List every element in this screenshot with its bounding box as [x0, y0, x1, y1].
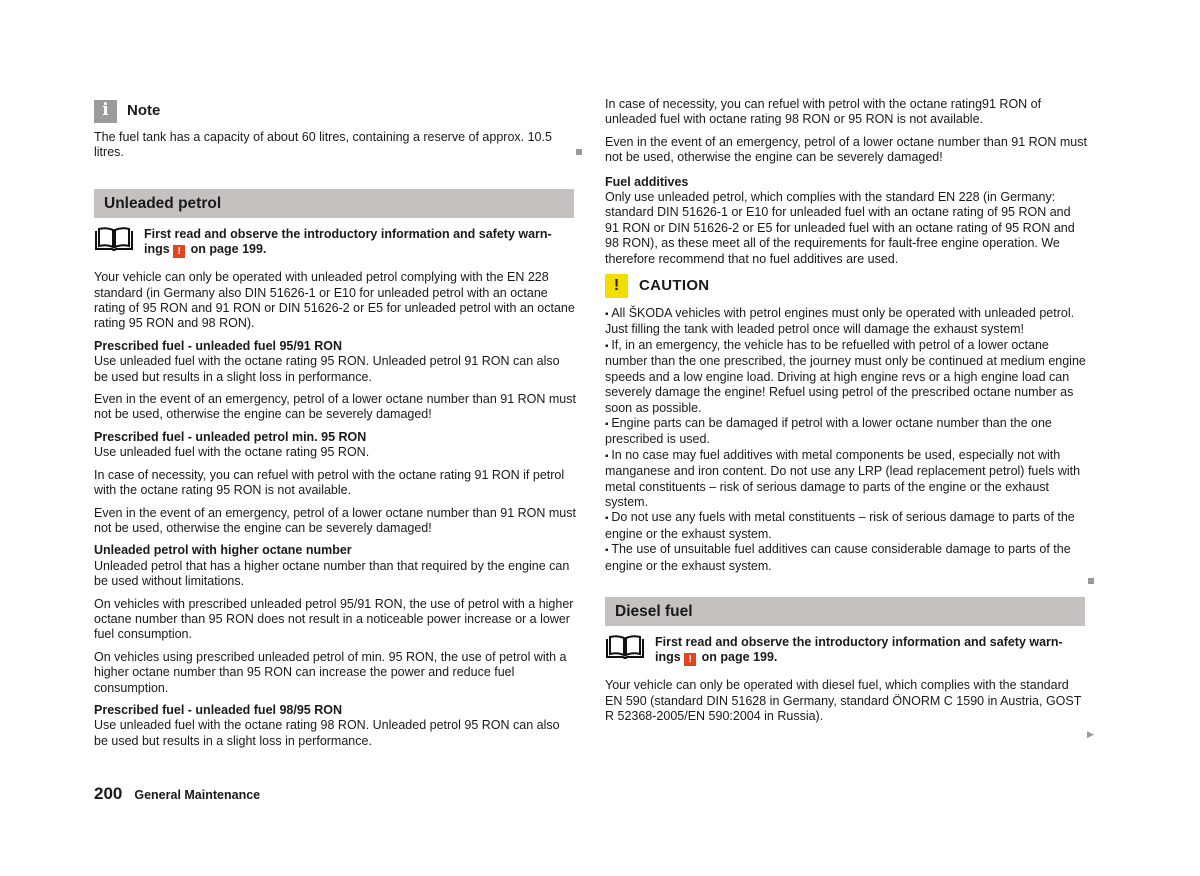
paragraph-95-91-warning: Even in the event of an emergency, petrol of a lower octane number than 91 RON must not be used, otherwise the engine can be severely damaged! [94, 392, 576, 422]
caution-item: ▪ Engine parts can be damaged if petrol with a lower octane number than the one prescribed is used. [605, 416, 1087, 448]
right-column [605, 97, 1087, 732]
read-first-text: First read and observe the introductory information and safety warn-ings [144, 226, 552, 257]
warning-icon: ! [173, 245, 185, 258]
subheading-98-95: Prescribed fuel - unleaded fuel 98/95 RON [94, 702, 342, 717]
subheading-min-95: Prescribed fuel - unleaded petrol min. 95 RON [94, 429, 367, 444]
paragraph-min-95: Use unleaded fuel with the octane rating 95 RON. [94, 445, 370, 460]
caution-item: ▪ The use of unsuitable fuel additives can cause considerable damage to parts of the engine or the exhaust system. [605, 542, 1087, 574]
read-first-page-link[interactable]: on page 199. [701, 650, 778, 665]
caution-title: CAUTION [639, 277, 710, 295]
subheading-fuel-additives: Fuel additives [605, 174, 689, 189]
caution-item: ▪ All ŠKODA vehicles with petrol engines must only be operated with unleaded petrol. Just filling the tank with leaded petrol once will damage the exhaust system! [605, 306, 1087, 338]
paragraph-higher-octane-95-91: On vehicles with prescribed unleaded petrol 95/91 RON, the use of petrol with a higher octane number than 95 RON does not result in a noticeable power increase or a lower fuel consumption. [94, 596, 574, 642]
diesel-intro: Your vehicle can only be operated with diesel fuel, which complies with the standard EN 590 (standard DIN 51628 in Germany, standard ÖNORM C 1590 in Austria, GOST R 52368-2005/EN 590:2004 in Russia). [605, 678, 1082, 724]
paragraph-95-91: Use unleaded fuel with the octane rating 95 RON. Unleaded petrol 91 RON can also be used but results in a slight loss in performance. [94, 354, 560, 384]
book-icon [605, 634, 645, 660]
info-icon: i [94, 100, 117, 123]
warning-icon: ! [684, 653, 696, 666]
caution-item: ▪ In no case may fuel additives with metal components be used, especially not with manganese and iron content. Do not use any LRP (lead replacement petrol) fuels with metal constituents – risk of serious damage to parts of the engine or the exhaust system. [605, 448, 1087, 511]
note-header [94, 98, 576, 124]
note-text: The fuel tank has a capacity of about 60 litres, containing a reserve of approx. 10.5 litres. [94, 130, 552, 160]
section-end-mark [1088, 578, 1094, 584]
paragraph-min-95-warning: Even in the event of an emergency, petrol of a lower octane number than 91 RON must not be used, otherwise the engine can be severely damaged! [94, 505, 576, 535]
section-end-mark [576, 149, 582, 155]
caution-item: ▪ Do not use any fuels with metal constituents – risk of serious damage to parts of the engine or the exhaust system. [605, 510, 1087, 542]
paragraph-necessity: In case of necessity, you can refuel with petrol with the octane rating91 RON of unleaded fuel with octane rating 98 RON or 95 RON is not available. [605, 97, 1042, 127]
paragraph-emergency: Even in the event of an emergency, petrol of a lower octane number than 91 RON must not be used, otherwise the engine can be severely damaged! [605, 134, 1087, 165]
page-footer [94, 786, 260, 803]
note-title: Note [127, 102, 161, 120]
section-heading-diesel: Diesel fuel [605, 597, 1085, 626]
paragraph-98-95: Use unleaded fuel with the octane rating 98 RON. Unleaded petrol 95 RON can also be used but results in a slight loss in performance. [94, 718, 560, 748]
exclamation-icon: ! [605, 274, 628, 298]
chapter-title: General Maintenance [134, 788, 261, 802]
subheading-95-91: Prescribed fuel - unleaded fuel 95/91 RON [94, 338, 342, 353]
book-icon [94, 226, 134, 252]
continue-arrow-icon: ▶ [1087, 729, 1094, 739]
left-column [94, 96, 576, 756]
section-heading-unleaded: Unleaded petrol [94, 189, 574, 218]
page-number: 200 [94, 784, 123, 803]
read-first-page-link[interactable]: on page 199. [190, 242, 267, 257]
subheading-higher-octane: Unleaded petrol with higher octane number [94, 543, 352, 558]
paragraph-higher-octane: Unleaded petrol that has a higher octane number than that required by the engine can be used without limitations. [94, 558, 570, 589]
read-first-notice-diesel [605, 635, 1087, 666]
read-first-notice [94, 227, 576, 258]
paragraph-higher-octane-min-95: On vehicles using prescribed unleaded petrol of min. 95 RON, the use of petrol with a higher octane number than 95 RON can increase the power and reduce fuel consumption. [94, 649, 567, 695]
paragraph-fuel-additives: Only use unleaded petrol, which complies with the standard EN 228 (in Germany: standard DIN 51626-1 or E10 for unleaded fuel with an octane rating of 95 RON and 91 RON or DIN 51626-2 or E5 for unleaded fuel with an octane rating of 95 RON and 98 RON), as these meet all of the requirements for fault-free engine operation. We therefore recommend that no fuel additives are used. [605, 190, 1075, 266]
caution-list [605, 306, 1087, 574]
caution-item: ▪ If, in an emergency, the vehicle has to be refuelled with petrol of a lower octane number than the one prescribed, the journey must only be continued at medium engine speeds and a low engine load. Driving at high engine revs or a high engine load can severely damage the engine! Refuel using petrol of the prescribed octane number as soon as possible. [605, 338, 1087, 416]
read-first-text: First read and observe the introductory information and safety warn-ings [655, 634, 1063, 665]
caution-header [605, 274, 1087, 298]
unleaded-intro: Your vehicle can only be operated with unleaded petrol complying with the EN 228 standard (in Germany also DIN 51626-1 or E10 for unleaded petrol with an octane rating of 95 RON and 91 RON or DIN 51626-2 or E5 for unleaded petrol with an octane rating 95 RON and 98 RON). [94, 270, 575, 331]
paragraph-min-95-necessity: In case of necessity, you can refuel with petrol with the octane rating 91 RON if petrol with the octane rating 95 RON is not available. [94, 467, 565, 498]
